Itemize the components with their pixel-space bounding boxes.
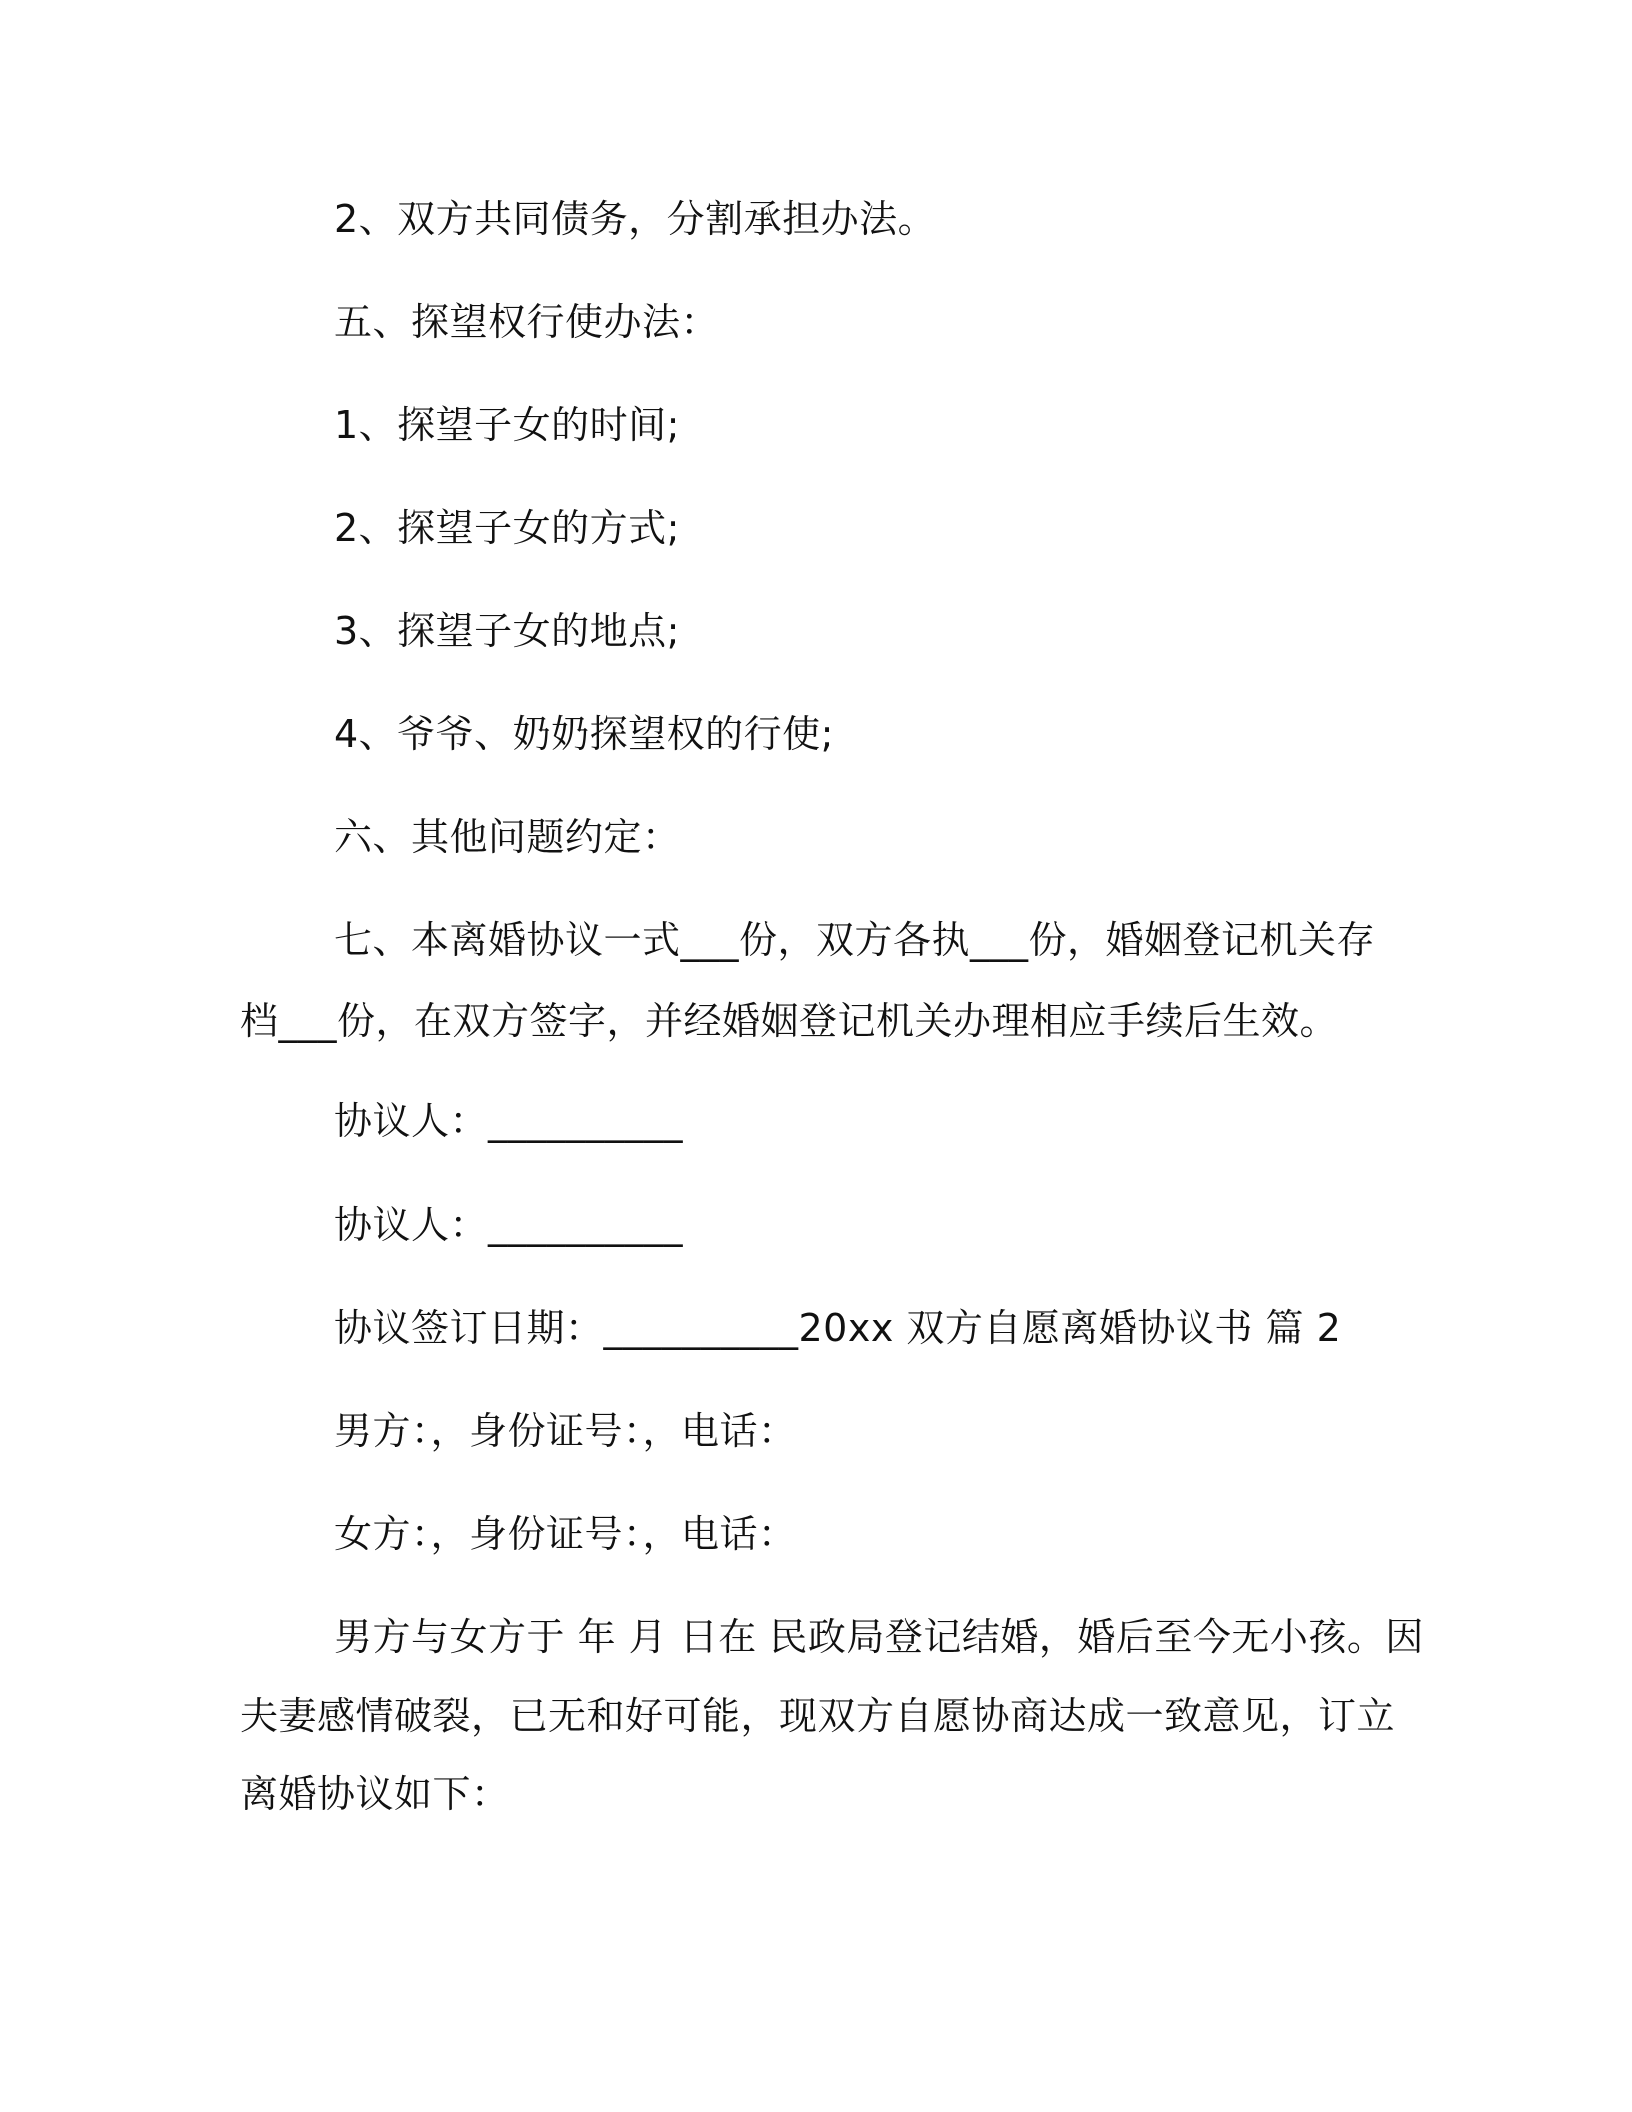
- visitation-time: 1、探望子女的时间;: [334, 403, 680, 447]
- signatory-2: 协议人：__________: [334, 1203, 684, 1247]
- section-other-matters: 六、其他问题约定：: [334, 815, 681, 859]
- intro-paragraph-line-3: 离婚协议如下：: [240, 1772, 510, 1816]
- female-party-info: 女方：，身份证号：，电话：: [334, 1512, 797, 1556]
- section-visitation-heading: 五、探望权行使办法：: [334, 300, 720, 344]
- section-copies-line-1: 七、本离婚协议一式___份，双方各执___份，婚姻登记机关存: [334, 918, 1376, 962]
- clause-debt-sharing: 2、双方共同债务，分割承担办法。: [334, 197, 937, 241]
- section-copies-line-2: 档___份，在双方签字，并经婚姻登记机关办理相应手续后生效。: [240, 999, 1339, 1043]
- male-party-info: 男方：，身份证号：，电话：: [334, 1409, 797, 1453]
- signatory-1: 协议人：__________: [334, 1099, 684, 1143]
- signing-date-and-title: 协议签订日期：__________20xx 双方自愿离婚协议书 篇 2: [334, 1306, 1342, 1350]
- grandparents-visitation: 4、爷爷、奶奶探望权的行使;: [334, 712, 834, 756]
- visitation-method: 2、探望子女的方式;: [334, 506, 680, 550]
- intro-paragraph-line-1: 男方与女方于 年 月 日在 民政局登记结婚，婚后至今无小孩。因: [334, 1615, 1424, 1659]
- visitation-location: 3、探望子女的地点;: [334, 609, 680, 653]
- intro-paragraph-line-2: 夫妻感情破裂，已无和好可能，现双方自愿协商达成一致意见，订立: [240, 1694, 1396, 1738]
